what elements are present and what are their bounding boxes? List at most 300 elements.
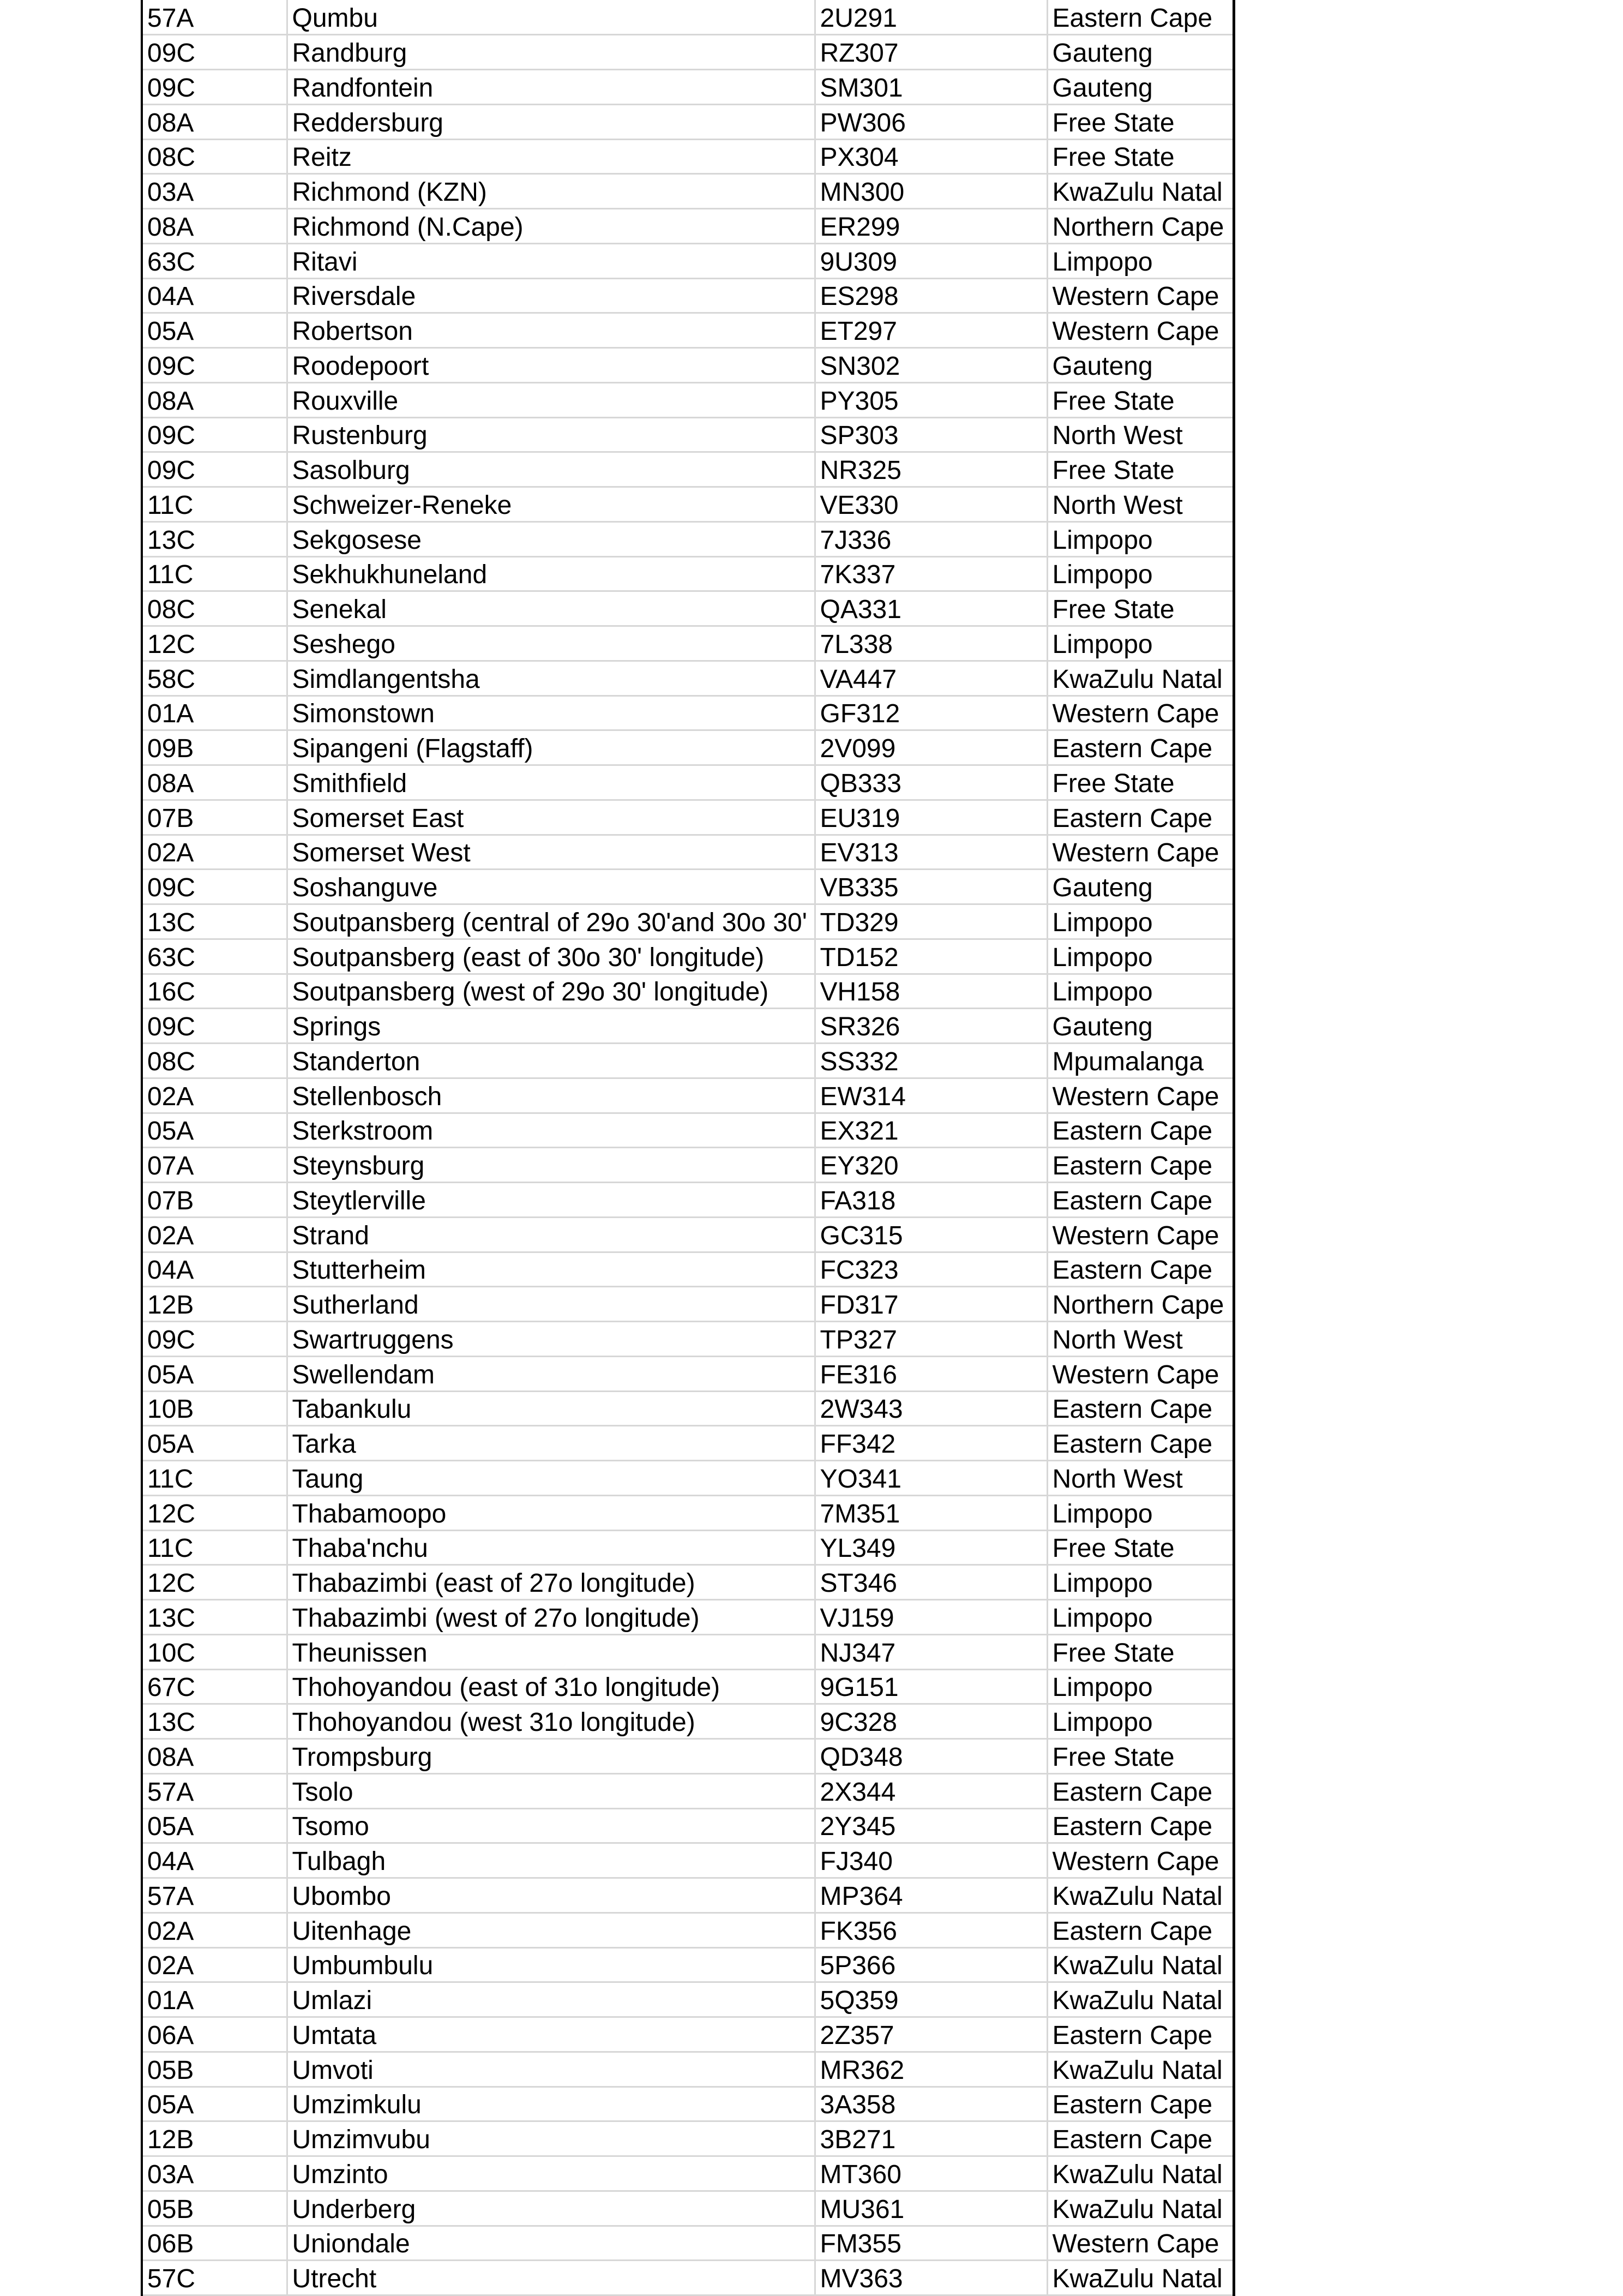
zone-code-cell: 02A <box>142 1078 287 1113</box>
district-code-cell: MT360 <box>815 2156 1047 2191</box>
zone-code-cell: 63C <box>142 939 287 974</box>
zone-code-cell: 05A <box>142 1426 287 1461</box>
table-row <box>142 1356 1234 1391</box>
zone-code-cell: 12C <box>142 1565 287 1600</box>
district-code-cell: VE330 <box>815 487 1047 522</box>
district-name-cell: Soutpansberg (east of 30o 30' longitude) <box>287 939 815 974</box>
district-code-cell: YL349 <box>815 1530 1047 1565</box>
district-name-cell: Riversdale <box>287 278 815 313</box>
district-code-cell: 2W343 <box>815 1391 1047 1426</box>
district-name-cell: Ritavi <box>287 243 815 278</box>
zone-code-cell: 07B <box>142 800 287 835</box>
table-row <box>142 835 1234 870</box>
zone-code-cell: 12B <box>142 2121 287 2156</box>
district-code-cell: VB335 <box>815 870 1047 904</box>
table-row <box>142 1495 1234 1530</box>
province-cell: Free State <box>1047 1634 1234 1669</box>
district-code-cell: FK356 <box>815 1913 1047 1947</box>
district-name-cell: Soutpansberg (central of 29o 30'and 30o 30' <box>287 904 815 939</box>
province-cell: Western Cape <box>1047 278 1234 313</box>
table-row <box>142 730 1234 765</box>
district-code-cell: GF312 <box>815 696 1047 730</box>
table-row <box>142 939 1234 974</box>
province-cell: Limpopo <box>1047 243 1234 278</box>
district-code-cell: SS332 <box>815 1044 1047 1078</box>
table-body <box>142 0 1234 2295</box>
table-row <box>142 1044 1234 1078</box>
table-row <box>142 870 1234 904</box>
table-row <box>142 139 1234 174</box>
district-code-cell: 2Z357 <box>815 2017 1047 2052</box>
table-row <box>142 765 1234 800</box>
table-row <box>142 348 1234 383</box>
district-name-cell: Richmond (N.Cape) <box>287 209 815 244</box>
district-name-cell: Roodepoort <box>287 348 815 383</box>
district-name-cell: Umzinto <box>287 2156 815 2191</box>
district-name-cell: Sutherland <box>287 1287 815 1322</box>
province-cell: Limpopo <box>1047 1600 1234 1635</box>
district-name-cell: Utrecht <box>287 2261 815 2295</box>
district-code-cell: 2X344 <box>815 1773 1047 1808</box>
zone-code-cell: 57A <box>142 1878 287 1913</box>
table-row <box>142 2087 1234 2121</box>
district-code-cell: EX321 <box>815 1113 1047 1148</box>
province-cell: Eastern Cape <box>1047 800 1234 835</box>
zone-code-cell: 06B <box>142 2226 287 2261</box>
province-cell: Eastern Cape <box>1047 1148 1234 1183</box>
province-cell: Free State <box>1047 1739 1234 1774</box>
table-row <box>142 904 1234 939</box>
district-code-cell: ES298 <box>815 278 1047 313</box>
province-cell: Limpopo <box>1047 1565 1234 1600</box>
district-name-cell: Somerset East <box>287 800 815 835</box>
district-name-cell: Thabamoopo <box>287 1495 815 1530</box>
district-code-cell: TD152 <box>815 939 1047 974</box>
district-code-cell: ST346 <box>815 1565 1047 1600</box>
district-name-cell: Rustenburg <box>287 417 815 452</box>
zone-code-cell: 12C <box>142 626 287 661</box>
district-name-cell: Soutpansberg (west of 29o 30' longitude) <box>287 974 815 1009</box>
district-code-cell: QA331 <box>815 591 1047 626</box>
table-row <box>142 313 1234 348</box>
zone-code-cell: 05A <box>142 2087 287 2121</box>
table-row <box>142 1183 1234 1218</box>
zone-code-cell: 07A <box>142 1148 287 1183</box>
district-code-cell: 7J336 <box>815 521 1047 556</box>
district-code-cell: GC315 <box>815 1217 1047 1252</box>
province-cell: Gauteng <box>1047 870 1234 904</box>
province-cell: KwaZulu Natal <box>1047 2052 1234 2087</box>
table-row <box>142 243 1234 278</box>
zone-code-cell: 02A <box>142 835 287 870</box>
district-code-cell: EU319 <box>815 800 1047 835</box>
zone-code-cell: 09C <box>142 870 287 904</box>
district-name-cell: Tsomo <box>287 1808 815 1843</box>
province-cell: Limpopo <box>1047 626 1234 661</box>
district-code-cell: FA318 <box>815 1183 1047 1218</box>
district-name-cell: Somerset West <box>287 835 815 870</box>
zone-code-cell: 08C <box>142 591 287 626</box>
province-cell: Limpopo <box>1047 939 1234 974</box>
province-cell: KwaZulu Natal <box>1047 1982 1234 2017</box>
district-name-cell: Qumbu <box>287 0 815 35</box>
district-name-cell: Stellenbosch <box>287 1078 815 1113</box>
province-cell: Eastern Cape <box>1047 2087 1234 2121</box>
province-cell: Western Cape <box>1047 2226 1234 2261</box>
zone-code-cell: 08A <box>142 382 287 417</box>
province-cell: Northern Cape <box>1047 209 1234 244</box>
table-row <box>142 2017 1234 2052</box>
zone-code-cell: 09C <box>142 35 287 70</box>
district-name-cell: Randfontein <box>287 70 815 105</box>
district-code-cell: 9G151 <box>815 1669 1047 1704</box>
district-code-cell: 3A358 <box>815 2087 1047 2121</box>
province-cell: Limpopo <box>1047 521 1234 556</box>
district-code-cell: PW306 <box>815 104 1047 139</box>
district-name-cell: Underberg <box>287 2191 815 2226</box>
table-row <box>142 35 1234 70</box>
province-cell: Free State <box>1047 452 1234 487</box>
province-cell: North West <box>1047 417 1234 452</box>
province-cell: Eastern Cape <box>1047 1113 1234 1148</box>
table-row <box>142 174 1234 209</box>
province-cell: Eastern Cape <box>1047 0 1234 35</box>
district-code-cell: 5Q359 <box>815 1982 1047 2017</box>
table-row <box>142 1565 1234 1600</box>
district-code-cell: 7L338 <box>815 626 1047 661</box>
district-name-cell: Sipangeni (Flagstaff) <box>287 730 815 765</box>
table-row <box>142 1773 1234 1808</box>
province-cell: Limpopo <box>1047 974 1234 1009</box>
province-cell: North West <box>1047 1322 1234 1357</box>
province-cell: KwaZulu Natal <box>1047 1947 1234 1982</box>
table-row <box>142 2121 1234 2156</box>
province-cell: Gauteng <box>1047 348 1234 383</box>
district-name-cell: Swellendam <box>287 1356 815 1391</box>
zone-code-cell: 03A <box>142 174 287 209</box>
district-code-cell: EV313 <box>815 835 1047 870</box>
district-name-cell: Strand <box>287 1217 815 1252</box>
province-cell: Free State <box>1047 139 1234 174</box>
table-row <box>142 1530 1234 1565</box>
province-cell: Gauteng <box>1047 1009 1234 1044</box>
district-code-cell: 2U291 <box>815 0 1047 35</box>
province-cell: Eastern Cape <box>1047 1913 1234 1947</box>
district-name-cell: Umbumbulu <box>287 1947 815 1982</box>
table-row <box>142 1843 1234 1878</box>
province-cell: Northern Cape <box>1047 1287 1234 1322</box>
zone-code-cell: 03A <box>142 2156 287 2191</box>
district-code-cell: 2V099 <box>815 730 1047 765</box>
province-cell: Free State <box>1047 104 1234 139</box>
province-cell: Western Cape <box>1047 835 1234 870</box>
district-code-cell: SM301 <box>815 70 1047 105</box>
table-row <box>142 1982 1234 2017</box>
district-code-cell: 7M351 <box>815 1495 1047 1530</box>
zone-code-cell: 01A <box>142 1982 287 2017</box>
district-name-cell: Tulbagh <box>287 1843 815 1878</box>
province-cell: Gauteng <box>1047 70 1234 105</box>
district-name-cell: Reddersburg <box>287 104 815 139</box>
zone-code-cell: 05A <box>142 313 287 348</box>
district-code-cell: QB333 <box>815 765 1047 800</box>
district-name-cell: Soshanguve <box>287 870 815 904</box>
province-cell: Western Cape <box>1047 1356 1234 1391</box>
province-cell: KwaZulu Natal <box>1047 1878 1234 1913</box>
table-row <box>142 209 1234 244</box>
table-row <box>142 661 1234 696</box>
zone-code-cell: 08A <box>142 209 287 244</box>
district-name-cell: Reitz <box>287 139 815 174</box>
zone-code-cell: 09C <box>142 1009 287 1044</box>
district-name-cell: Thohoyandou (west 31o longitude) <box>287 1704 815 1739</box>
province-cell: Limpopo <box>1047 1495 1234 1530</box>
zone-code-cell: 67C <box>142 1669 287 1704</box>
zone-code-cell: 08C <box>142 139 287 174</box>
table-row <box>142 2191 1234 2226</box>
district-name-cell: Uitenhage <box>287 1913 815 1947</box>
district-name-cell: Theunissen <box>287 1634 815 1669</box>
zone-code-cell: 11C <box>142 556 287 591</box>
district-code-cell: FD317 <box>815 1287 1047 1322</box>
district-name-cell: Rouxville <box>287 382 815 417</box>
district-code-cell: MP364 <box>815 1878 1047 1913</box>
zone-code-cell: 05A <box>142 1808 287 1843</box>
province-cell: Eastern Cape <box>1047 730 1234 765</box>
zone-code-cell: 02A <box>142 1217 287 1252</box>
table-row <box>142 2226 1234 2261</box>
province-cell: KwaZulu Natal <box>1047 174 1234 209</box>
district-code-cell: FJ340 <box>815 1843 1047 1878</box>
zone-code-cell: 11C <box>142 1530 287 1565</box>
province-cell: Western Cape <box>1047 313 1234 348</box>
district-code-cell: EY320 <box>815 1148 1047 1183</box>
province-cell: Eastern Cape <box>1047 1183 1234 1218</box>
zone-code-cell: 08A <box>142 765 287 800</box>
table-row <box>142 1878 1234 1913</box>
table-row <box>142 1634 1234 1669</box>
district-code-cell: QD348 <box>815 1739 1047 1774</box>
zone-code-cell: 05A <box>142 1356 287 1391</box>
district-name-cell: Swartruggens <box>287 1322 815 1357</box>
table-row <box>142 1113 1234 1148</box>
district-code-cell: MU361 <box>815 2191 1047 2226</box>
table-row <box>142 1148 1234 1183</box>
province-cell: North West <box>1047 487 1234 522</box>
district-name-cell: Taung <box>287 1461 815 1496</box>
district-code-cell: FE316 <box>815 1356 1047 1391</box>
table-row <box>142 1287 1234 1322</box>
district-code-cell: ER299 <box>815 209 1047 244</box>
province-cell: Limpopo <box>1047 1669 1234 1704</box>
district-code-cell: SR326 <box>815 1009 1047 1044</box>
zone-code-cell: 02A <box>142 1913 287 1947</box>
province-cell: Eastern Cape <box>1047 2017 1234 2052</box>
district-name-cell: Simdlangentsha <box>287 661 815 696</box>
district-name-cell: Umvoti <box>287 2052 815 2087</box>
table-row <box>142 696 1234 730</box>
province-cell: Eastern Cape <box>1047 1391 1234 1426</box>
district-code-cell: 2Y345 <box>815 1808 1047 1843</box>
district-name-cell: Sekgosese <box>287 521 815 556</box>
province-cell: Free State <box>1047 1530 1234 1565</box>
district-code-cell: 9C328 <box>815 1704 1047 1739</box>
zone-code-cell: 13C <box>142 904 287 939</box>
table-row <box>142 1078 1234 1113</box>
province-cell: Eastern Cape <box>1047 1252 1234 1287</box>
province-cell: KwaZulu Natal <box>1047 2261 1234 2295</box>
district-name-cell: Steytlerville <box>287 1183 815 1218</box>
district-name-cell: Tabankulu <box>287 1391 815 1426</box>
table-row <box>142 591 1234 626</box>
zone-code-cell: 09C <box>142 452 287 487</box>
district-code-cell: SP303 <box>815 417 1047 452</box>
district-name-cell: Smithfield <box>287 765 815 800</box>
table-row <box>142 382 1234 417</box>
table-row <box>142 2052 1234 2087</box>
district-code-cell: MV363 <box>815 2261 1047 2295</box>
table-row <box>142 1808 1234 1843</box>
table-row <box>142 1009 1234 1044</box>
table-row <box>142 1426 1234 1461</box>
district-name-cell: Springs <box>287 1009 815 1044</box>
province-cell: Western Cape <box>1047 1078 1234 1113</box>
zone-code-cell: 05A <box>142 1113 287 1148</box>
district-name-cell: Tsolo <box>287 1773 815 1808</box>
district-code-cell: 7K337 <box>815 556 1047 591</box>
district-name-cell: Thabazimbi (east of 27o longitude) <box>287 1565 815 1600</box>
district-name-cell: Thaba'nchu <box>287 1530 815 1565</box>
table-row <box>142 1391 1234 1426</box>
district-name-cell: Ubombo <box>287 1878 815 1913</box>
district-name-cell: Randburg <box>287 35 815 70</box>
zone-code-cell: 08A <box>142 1739 287 1774</box>
province-cell: Limpopo <box>1047 904 1234 939</box>
zone-code-cell: 07B <box>142 1183 287 1218</box>
zone-code-cell: 13C <box>142 1704 287 1739</box>
zone-code-cell: 63C <box>142 243 287 278</box>
district-code-cell: MN300 <box>815 174 1047 209</box>
table-row <box>142 278 1234 313</box>
district-name-cell: Umzimkulu <box>287 2087 815 2121</box>
province-cell: Eastern Cape <box>1047 1773 1234 1808</box>
district-code-cell: SN302 <box>815 348 1047 383</box>
district-code-cell: RZ307 <box>815 35 1047 70</box>
district-name-cell: Uniondale <box>287 2226 815 2261</box>
zone-code-cell: 58C <box>142 661 287 696</box>
province-cell: Mpumalanga <box>1047 1044 1234 1078</box>
table-row <box>142 800 1234 835</box>
district-name-cell: Stutterheim <box>287 1252 815 1287</box>
zone-code-cell: 08A <box>142 104 287 139</box>
province-cell: Western Cape <box>1047 1843 1234 1878</box>
district-code-cell: 3B271 <box>815 2121 1047 2156</box>
district-name-cell: Thabazimbi (west of 27o longitude) <box>287 1600 815 1635</box>
province-cell: KwaZulu Natal <box>1047 2156 1234 2191</box>
zone-code-cell: 57A <box>142 0 287 35</box>
province-cell: KwaZulu Natal <box>1047 2191 1234 2226</box>
district-code-cell: TD329 <box>815 904 1047 939</box>
table-row <box>142 626 1234 661</box>
district-code-cell: NR325 <box>815 452 1047 487</box>
zone-code-cell: 09C <box>142 417 287 452</box>
zone-code-cell: 11C <box>142 1461 287 1496</box>
province-cell: Eastern Cape <box>1047 1426 1234 1461</box>
district-name-cell: Umlazi <box>287 1982 815 2017</box>
table-row <box>142 2156 1234 2191</box>
province-cell: Eastern Cape <box>1047 1808 1234 1843</box>
district-name-cell: Sekhukhuneland <box>287 556 815 591</box>
table-row <box>142 1600 1234 1635</box>
table-row <box>142 1461 1234 1496</box>
district-code-cell: ET297 <box>815 313 1047 348</box>
district-name-cell: Tarka <box>287 1426 815 1461</box>
province-cell: KwaZulu Natal <box>1047 661 1234 696</box>
district-name-cell: Seshego <box>287 626 815 661</box>
zone-code-cell: 04A <box>142 1252 287 1287</box>
table-row <box>142 2261 1234 2295</box>
zone-code-cell: 13C <box>142 1600 287 1635</box>
table-row <box>142 1252 1234 1287</box>
province-cell: Eastern Cape <box>1047 2121 1234 2156</box>
district-code-cell: PY305 <box>815 382 1047 417</box>
district-name-cell: Senekal <box>287 591 815 626</box>
table-row <box>142 452 1234 487</box>
zone-code-cell: 09B <box>142 730 287 765</box>
province-cell: Free State <box>1047 765 1234 800</box>
district-name-cell: Robertson <box>287 313 815 348</box>
table-row <box>142 974 1234 1009</box>
zone-code-cell: 04A <box>142 1843 287 1878</box>
zone-code-cell: 12C <box>142 1495 287 1530</box>
table-row <box>142 0 1234 35</box>
province-cell: Free State <box>1047 382 1234 417</box>
province-cell: Gauteng <box>1047 35 1234 70</box>
table-row <box>142 521 1234 556</box>
district-name-cell: Trompsburg <box>287 1739 815 1774</box>
table-row <box>142 1739 1234 1774</box>
district-code-cell: FC323 <box>815 1252 1047 1287</box>
district-code-cell: NJ347 <box>815 1634 1047 1669</box>
zone-code-cell: 05B <box>142 2052 287 2087</box>
table-row <box>142 1669 1234 1704</box>
province-cell: Limpopo <box>1047 556 1234 591</box>
district-code-table <box>141 0 1235 2296</box>
zone-code-cell: 16C <box>142 974 287 1009</box>
zone-code-cell: 57A <box>142 1773 287 1808</box>
zone-code-cell: 11C <box>142 487 287 522</box>
district-code-cell: FF342 <box>815 1426 1047 1461</box>
zone-code-cell: 06A <box>142 2017 287 2052</box>
zone-code-cell: 05B <box>142 2191 287 2226</box>
zone-code-cell: 10C <box>142 1634 287 1669</box>
zone-code-cell: 02A <box>142 1947 287 1982</box>
table-row <box>142 1322 1234 1357</box>
district-code-cell: YO341 <box>815 1461 1047 1496</box>
district-name-cell: Schweizer-Reneke <box>287 487 815 522</box>
district-code-cell: VJ159 <box>815 1600 1047 1635</box>
district-code-cell: 9U309 <box>815 243 1047 278</box>
province-cell: Free State <box>1047 591 1234 626</box>
district-name-cell: Umtata <box>287 2017 815 2052</box>
district-name-cell: Umzimvubu <box>287 2121 815 2156</box>
district-code-cell: VH158 <box>815 974 1047 1009</box>
zone-code-cell: 09C <box>142 70 287 105</box>
zone-code-cell: 13C <box>142 521 287 556</box>
district-name-cell: Simonstown <box>287 696 815 730</box>
province-cell: Limpopo <box>1047 1704 1234 1739</box>
district-code-cell: TP327 <box>815 1322 1047 1357</box>
